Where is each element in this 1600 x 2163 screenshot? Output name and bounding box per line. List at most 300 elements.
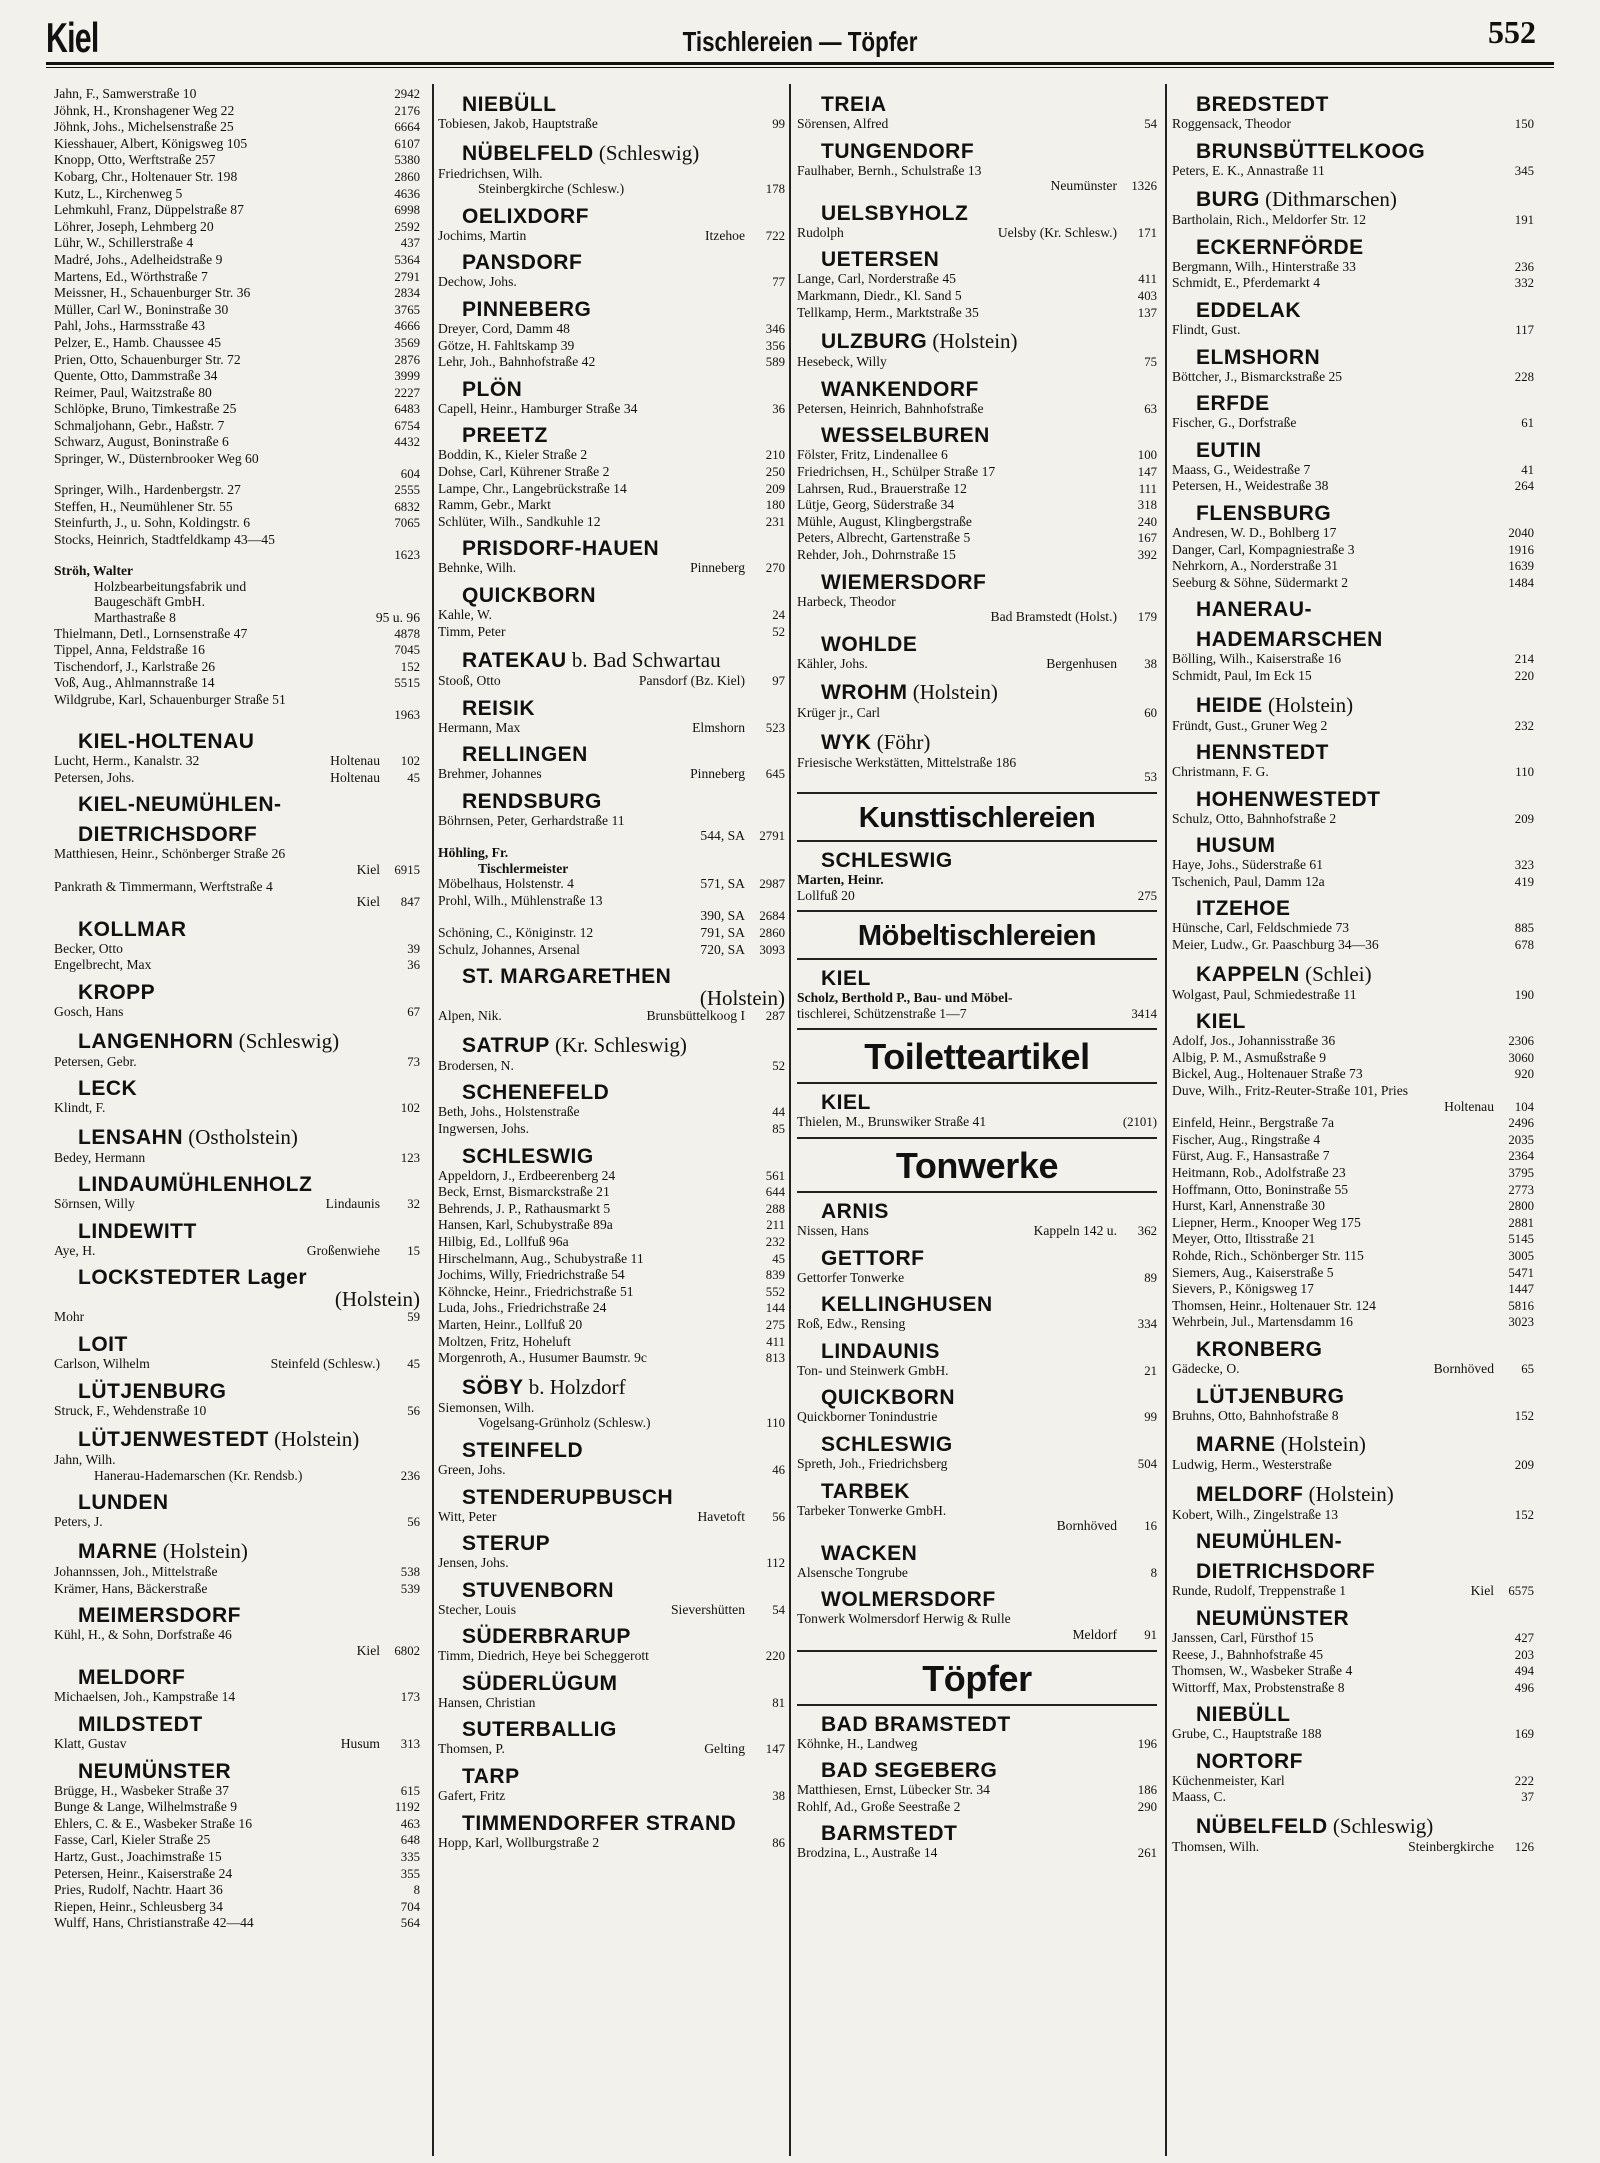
place-heading: [821, 572, 1157, 594]
listing-entry: [438, 447, 785, 464]
place-heading: [821, 968, 1157, 990]
listing-phone: 3023: [1508, 1315, 1534, 1330]
listing-phone: 648: [400, 1833, 420, 1848]
place-heading: [78, 1078, 420, 1100]
place-heading: [462, 1766, 785, 1788]
listing-name: Lollfuß 20: [797, 887, 855, 903]
listing-entry: [438, 1300, 785, 1317]
listing-entry: [797, 990, 1157, 1006]
listing-entry: [54, 894, 420, 911]
listing-phone: 236: [1514, 259, 1534, 274]
listing-phone: 54: [772, 1602, 785, 1617]
listing-name: Spreth, Joh., Friedrichsberg: [797, 1456, 948, 1471]
place-heading: [1196, 742, 1534, 764]
listing-phone: 3999: [394, 369, 420, 384]
place-region: (Schleswig): [1327, 1814, 1434, 1839]
listing-name: Flindt, Gust.: [1172, 321, 1241, 337]
listing-entry: [54, 499, 420, 516]
listing-exchange: 571, SA: [700, 876, 745, 892]
place-name: PANSDORF: [462, 251, 583, 275]
listing-entry: [438, 893, 785, 909]
listing-phone: 494: [1514, 1664, 1534, 1679]
listing-name: Köhncke, Heinr., Friedrichstraße 51: [438, 1283, 634, 1299]
listing-entry: [797, 514, 1157, 531]
place-heading: [821, 850, 1157, 872]
listing-name: Luda, Johs., Friedrichstraße 24: [438, 1300, 607, 1316]
listing-name: Stecher, Louis: [438, 1601, 516, 1617]
listing-name: Appeldorn, J., Erdbeerenberg 24: [438, 1167, 616, 1183]
place-name: TARBEK: [821, 1479, 910, 1503]
listing-phone: 2791: [759, 829, 785, 844]
listing-entry: [438, 464, 785, 481]
listing-entry: [54, 1196, 420, 1213]
listing-entry: [1172, 651, 1534, 668]
listing-entry: [54, 610, 420, 626]
listing-entry: [797, 464, 1157, 481]
listing-name: Kobarg, Chr., Holtenauer Str. 198: [54, 168, 238, 184]
place-heading: [821, 1481, 1157, 1503]
listing-entry: [438, 1234, 785, 1251]
listing-name: Matthiesen, Heinr., Schönberger Straße 26: [54, 846, 286, 862]
place-name: ECKERNFÖRDE: [1196, 235, 1364, 259]
listing-name: Peters, Albrecht, Gartenstraße 5: [797, 530, 971, 546]
listing-phone: 1916: [1508, 542, 1534, 557]
place-name: PRISDORF-HAUEN: [462, 537, 660, 561]
listing-name: Jensen, Johs.: [438, 1555, 509, 1571]
place-heading: [821, 425, 1157, 447]
listing-entry: [54, 302, 420, 319]
listing-name: Schmidt, Paul, Im Eck 15: [1172, 667, 1312, 683]
listing-phone: 209: [765, 481, 785, 496]
place-name: BURG: [1196, 188, 1260, 212]
listing-phone: 6915: [394, 862, 420, 877]
listing-name: Quente, Otto, Dammstraße 34: [54, 368, 218, 384]
listing-phone: 39: [407, 941, 420, 956]
listing-name: Brehmer, Johannes: [438, 766, 542, 782]
place-name: SÖBY: [462, 1375, 524, 1399]
listing-entry: [438, 1400, 785, 1416]
listing-name: Janssen, Carl, Fürsthof 15: [1172, 1629, 1314, 1645]
listing-phone: 275: [765, 1317, 785, 1332]
listing-phone: 2834: [394, 286, 420, 301]
listing-phone: 100: [1137, 448, 1157, 463]
listing-phone: 56: [407, 1403, 420, 1418]
listing-phone: 102: [400, 1101, 420, 1116]
listing-name: Hünsche, Carl, Feldschmiede 73: [1172, 920, 1350, 936]
listing-name: Fölster, Fritz, Lindenallee 6: [797, 447, 948, 463]
listing-phone: 209: [1514, 1458, 1534, 1473]
listing-name: Thomsen, Heinr., Holtenauer Str. 124: [1172, 1297, 1376, 1313]
listing-name: Steffen, H., Neumühlener Str. 55: [54, 498, 233, 514]
place-name: WESSELBUREN: [821, 424, 990, 448]
listing-entry: [797, 305, 1157, 322]
place-name: WOHLDE: [821, 632, 918, 656]
listing-entry: [438, 1104, 785, 1121]
listing-entry: [1172, 1408, 1534, 1425]
listing-entry: [54, 692, 420, 708]
place-name: MELDORF: [78, 1666, 186, 1690]
place-heading: [462, 1813, 785, 1835]
listing-entry: [438, 828, 785, 845]
place-name: BREDSTEDT: [1196, 93, 1329, 116]
listing-entry: [54, 482, 420, 499]
listing-phone: 561: [765, 1168, 785, 1183]
listing-phone: 67: [407, 1004, 420, 1019]
place-heading: [821, 94, 1157, 116]
listing-phone: 345: [1514, 163, 1534, 178]
place-heading: [462, 1033, 785, 1058]
listing-name: Behnke, Wilh.: [438, 560, 517, 576]
place-heading: [462, 585, 785, 607]
place-name: SÜDERBRARUP: [462, 1625, 631, 1649]
listing-name: Ingwersen, Johs.: [438, 1121, 529, 1136]
listing-name: Liepner, Herm., Knooper Weg 175: [1172, 1214, 1361, 1230]
listing-phone: 8: [413, 1883, 420, 1898]
header-title: Tischlereien — Töpfer: [682, 26, 918, 57]
listing-phone: 203: [1514, 1647, 1534, 1662]
listing-phone: 270: [765, 561, 785, 576]
page-header: [46, 14, 1554, 70]
listing-entry: [438, 1184, 785, 1201]
listing-phone: 6832: [394, 499, 420, 514]
listing-phone: 250: [765, 464, 785, 479]
listing-phone: 228: [1514, 369, 1534, 384]
place-heading: [462, 1580, 785, 1602]
listing-entry: [1172, 558, 1534, 575]
place-heading: [462, 1082, 785, 1104]
listing-phone: 73: [407, 1054, 420, 1069]
listing-name: Steinbergkirche (Schlesw.): [478, 181, 625, 197]
place-name: BAD SEGEBERG: [821, 1759, 998, 1783]
listing-entry: [54, 846, 420, 862]
listing-phone: 110: [766, 1416, 785, 1431]
listing-entry: [1172, 116, 1534, 133]
listing-name: Faulhaber, Bernh., Schulstraße 13: [797, 162, 982, 178]
place-heading: [1196, 347, 1534, 369]
listing-name: Fasse, Carl, Kieler Straße 25: [54, 1832, 211, 1848]
listing-phone: 644: [765, 1185, 785, 1200]
listing-exchange: Kiel: [356, 894, 380, 910]
listing-entry: [797, 1782, 1157, 1799]
place-name: DIETRICHSDORF: [1196, 1560, 1376, 1584]
place-region: (Schleswig): [233, 1028, 340, 1053]
listing-phone: 2987: [759, 877, 785, 892]
listing-entry: [1172, 163, 1534, 180]
listing-exchange: Gelting: [704, 1741, 745, 1757]
listing-phone: 211: [766, 1218, 785, 1233]
listing-entry: [797, 888, 1157, 905]
listing-exchange: Kappeln 142 u.: [1033, 1223, 1117, 1239]
place-heading: [1196, 1339, 1534, 1361]
listing-phone: 56: [407, 1515, 420, 1530]
listing-name: Lühr, W., Schillerstraße 4: [54, 235, 194, 251]
listing-name: Hopp, Karl, Wollburgstraße 2: [438, 1834, 600, 1850]
listing-phone: 6754: [394, 418, 420, 433]
listing-name: Jahn, F., Samwerstraße 10: [54, 86, 197, 101]
place-heading: [1196, 94, 1534, 116]
place-name: HANERAU-: [1196, 598, 1312, 622]
listing-entry: [54, 1689, 420, 1706]
place-heading: [1196, 1608, 1534, 1630]
listing-entry: [54, 1356, 420, 1373]
listing-entry: [438, 1251, 785, 1268]
listing-entry: [54, 1468, 420, 1485]
listing-phone: 152: [1514, 1507, 1534, 1522]
listing-phone: 2306: [1508, 1034, 1534, 1049]
listing-name: Maass, C.: [1172, 1789, 1226, 1805]
listing-entry: [54, 753, 420, 770]
place-region: (Schleswig): [593, 140, 700, 165]
listing-entry: [54, 1627, 420, 1643]
listing-exchange: Kiel: [1470, 1583, 1494, 1599]
listing-entry: [438, 1317, 785, 1334]
listing-name: Sörensen, Alfred: [797, 116, 889, 131]
listing-phone: 604: [400, 466, 420, 481]
place-heading: [821, 1434, 1157, 1456]
listing-name: Stocks, Heinrich, Stadtfeldkamp 43—45: [54, 532, 275, 548]
listing-name: Pankrath & Timmermann, Werftstraße 4: [54, 878, 273, 894]
place-heading: [821, 1092, 1157, 1114]
listing-phone: 81: [772, 1695, 785, 1710]
listing-name: Jochims, Willy, Friedrichstraße 54: [438, 1267, 625, 1283]
place-heading: [462, 1440, 785, 1462]
listing-phone: 704: [400, 1899, 420, 1914]
listing-phone: 615: [400, 1783, 420, 1798]
listing-entry: [797, 1223, 1157, 1240]
listing-name: Carlson, Wilhelm: [54, 1356, 150, 1372]
listing-entry: [1172, 575, 1534, 592]
listing-phone: 36: [772, 401, 785, 416]
place-name: WROHM: [821, 681, 908, 705]
listing-phone: 3005: [1508, 1248, 1534, 1263]
listing-entry: [438, 1168, 785, 1185]
listing-entry: [54, 579, 420, 595]
place-heading: [1196, 599, 1534, 621]
listing-exchange: 95 u. 96: [375, 610, 420, 625]
listing-phone: 463: [400, 1816, 420, 1831]
listing-name: Baugeschäft GmbH.: [94, 594, 205, 610]
place-name: LÜTJENWESTEDT: [78, 1428, 269, 1452]
listing-name: Sörnsen, Willy: [54, 1196, 135, 1212]
listing-entry: [438, 481, 785, 498]
place-heading: [78, 1427, 420, 1452]
listing-name: Köhnke, H., Landweg: [797, 1735, 918, 1751]
listing-entry: [54, 708, 420, 724]
listing-entry: [438, 908, 785, 925]
listing-name: Krüger jr., Carl: [797, 705, 881, 721]
listing-phone: 4636: [394, 186, 420, 201]
place-name: LUNDEN: [78, 1491, 169, 1515]
place-heading: [821, 730, 1157, 755]
listing-phone: 63: [1144, 401, 1157, 416]
listing-name: Springer, W., Düsternbrooker Weg 60: [54, 451, 259, 467]
listing-phone: 2035: [1508, 1132, 1534, 1147]
listing-entry: [438, 624, 785, 641]
listing-exchange: Holtenau: [330, 769, 380, 785]
listing-exchange: Husum: [340, 1736, 380, 1751]
listing-phone: 552: [765, 1284, 785, 1299]
listing-exchange: Meldorf: [1072, 1626, 1117, 1642]
listing-phone: 45: [407, 1357, 420, 1372]
listing-phone: 313: [400, 1737, 420, 1751]
place-name: RENDSBURG: [462, 789, 602, 813]
place-heading: [462, 1533, 785, 1555]
listing-entry: [54, 434, 420, 451]
listing-phone: 147: [1137, 464, 1157, 479]
listing-name: Roß, Edw., Rensing: [797, 1316, 906, 1332]
listing-name: Reimer, Paul, Waitzstraße 80: [54, 384, 212, 400]
listing-name: Holzbearbeitungsfabrik und: [94, 578, 247, 594]
listing-name: Petersen, Heinr., Kaiserstraße 24: [54, 1865, 233, 1881]
place-heading: [1196, 1432, 1534, 1457]
listing-exchange: Neumünster: [1050, 178, 1117, 194]
listing-exchange: Kiel: [356, 861, 380, 877]
listing-name: Lehr, Joh., Bahnhofstraße 42: [438, 354, 596, 370]
listing-entry: [54, 770, 420, 787]
place-heading: [78, 1492, 420, 1514]
listing-entry: [54, 862, 420, 879]
place-name: PREETZ: [462, 424, 548, 448]
listing-phone: 5380: [394, 153, 420, 168]
place-name: STERUP: [462, 1532, 551, 1556]
listing-name: Hesebeck, Willy: [797, 354, 887, 370]
place-name: WOLMERSDORF: [821, 1588, 996, 1612]
place-heading: [78, 1125, 420, 1150]
listing-name: Adolf, Jos., Johannisstraße 36: [1172, 1033, 1336, 1049]
listing-entry: [797, 1363, 1157, 1380]
listing-phone: 589: [765, 355, 785, 370]
listing-entry: [1172, 1583, 1534, 1600]
listing-name: Kähler, Johs.: [797, 655, 868, 671]
column-divider: [432, 84, 434, 2156]
listing-exchange: Bad Bramstedt (Holst.): [990, 609, 1117, 625]
place-name: NIEBÜLL: [462, 93, 557, 116]
listing-name: Lange, Carl, Norderstraße 45: [797, 271, 956, 287]
place-heading: [462, 252, 785, 274]
place-name: SCHLESWIG: [821, 1433, 953, 1456]
listing-name: Küchenmeister, Karl: [1172, 1772, 1285, 1788]
listing-entry: [438, 1350, 785, 1367]
listing-name: Grube, C., Hauptstraße 188: [1172, 1726, 1322, 1742]
listing-entry: [1172, 1647, 1534, 1664]
listing-name: Bunge & Lange, Wilhelmstraße 9: [54, 1799, 238, 1815]
listing-phone: 117: [1515, 322, 1534, 337]
place-heading: [462, 1719, 785, 1741]
listing-phone: 44: [772, 1105, 785, 1120]
listing-name: Dreyer, Cord, Damm 48: [438, 320, 570, 336]
listing-phone: 5364: [394, 252, 420, 267]
listing-entry: [54, 1287, 420, 1312]
place-name: DIETRICHSDORF: [78, 823, 258, 847]
listing-name: Kühl, H., & Sohn, Dorfstraße 46: [54, 1627, 232, 1643]
listing-name: Runde, Rudolf, Treppenstraße 1: [1172, 1583, 1347, 1599]
listing-name: Schmidt, E., Pferdemarkt 4: [1172, 275, 1320, 291]
listing-phone: 427: [1514, 1630, 1534, 1645]
listing-phone: 1326: [1131, 179, 1157, 194]
place-heading: [1196, 835, 1534, 857]
listing-name: Nehrkorn, A., Norderstraße 31: [1172, 558, 1339, 574]
listing-name: Friesische Werkstätten, Mittelstraße 186: [797, 754, 1017, 770]
place-name: QUICKBORN: [821, 1386, 955, 1410]
place-name: ITZEHOE: [1196, 897, 1291, 921]
place-name: NEUMÜNSTER: [1196, 1606, 1350, 1630]
listing-phone: 355: [400, 1866, 420, 1881]
place-name: WANKENDORF: [821, 377, 979, 401]
listing-name: Hoffmann, Otto, Boninstraße 55: [1172, 1181, 1349, 1197]
place-region: (Ostholstein): [183, 1124, 298, 1149]
place-name: HADEMARSCHEN: [1196, 628, 1383, 652]
listing-exchange: 720, SA: [700, 941, 745, 957]
listing-entry: [1172, 1083, 1534, 1099]
place-name: SCHLESWIG: [462, 1144, 594, 1168]
listing-name: Albig, P. M., Asmußstraße 9: [1172, 1049, 1327, 1065]
listing-phone: 411: [1138, 272, 1157, 287]
listing-phone: 91: [1144, 1627, 1157, 1642]
place-heading: [462, 379, 785, 401]
listing-name: Reese, J., Bahnhofstraße 45: [1172, 1646, 1324, 1662]
listing-entry: [797, 594, 1157, 610]
listing-phone: 5816: [1508, 1298, 1534, 1313]
listing-entry: [54, 219, 420, 236]
listing-name: Lucht, Herm., Kanalstr. 32: [54, 753, 200, 769]
listing-phone: 885: [1514, 921, 1534, 936]
listing-phone: 24: [772, 607, 785, 622]
place-heading: [462, 698, 785, 720]
place-name: WYK: [821, 730, 872, 754]
listing-entry: [797, 1736, 1157, 1753]
listing-entry: [797, 1409, 1157, 1426]
listing-phone: 1447: [1508, 1282, 1534, 1297]
listing-name: Moltzen, Fritz, Hoheluft: [438, 1333, 571, 1349]
listing-entry: [1172, 259, 1534, 276]
listing-name: Haye, Johs., Süderstraße 61: [1172, 857, 1324, 873]
listing-name: Peters, J.: [54, 1514, 103, 1530]
listing-phone: 2555: [394, 483, 420, 498]
listing-entry: [54, 1736, 420, 1753]
listing-entry: [797, 1845, 1157, 1862]
listing-name: Timm, Diedrich, Heye bei Scheggerott: [438, 1648, 649, 1664]
place-name: LÜTJENBURG: [78, 1379, 227, 1403]
listing-name: Ramm, Gebr., Markt: [438, 497, 551, 513]
place-name: EDDELAK: [1196, 298, 1302, 322]
listing-entry: [54, 1309, 420, 1326]
listing-entry: [1172, 937, 1534, 954]
listing-entry: [54, 1004, 420, 1021]
section-heading: Töpfer: [797, 1650, 1157, 1706]
listing-name: Martens, Ed., Wörthstraße 7: [54, 268, 208, 284]
place-heading: [821, 680, 1157, 705]
listing-entry: [438, 1008, 785, 1025]
place-heading: [821, 379, 1157, 401]
listing-entry: [797, 1006, 1157, 1023]
listing-name: Voß, Aug., Ahlmannstraße 14: [54, 675, 215, 691]
place-name: BAD BRAMSTEDT: [821, 1712, 1011, 1736]
place-heading: [78, 1381, 420, 1403]
listing-phone: 504: [1137, 1457, 1157, 1471]
place-region: (Holstein): [907, 680, 998, 705]
listing-name: Tippel, Anna, Feldstraße 16: [54, 642, 205, 658]
place-region: (Holstein): [268, 1427, 360, 1452]
listing-entry: [54, 169, 420, 186]
place-heading: [1196, 1531, 1534, 1553]
listing-phone: 37: [1521, 1790, 1534, 1805]
listing-entry: [54, 941, 420, 958]
listing-name: Steinfurth, J., u. Sohn, Koldingstr. 6: [54, 515, 250, 531]
place-name: QUICKBORN: [462, 583, 596, 607]
place-heading: [462, 744, 785, 766]
listing-name: Johannssen, Joh., Mittelstraße: [54, 1564, 218, 1580]
listing-phone: 89: [1144, 1270, 1157, 1285]
